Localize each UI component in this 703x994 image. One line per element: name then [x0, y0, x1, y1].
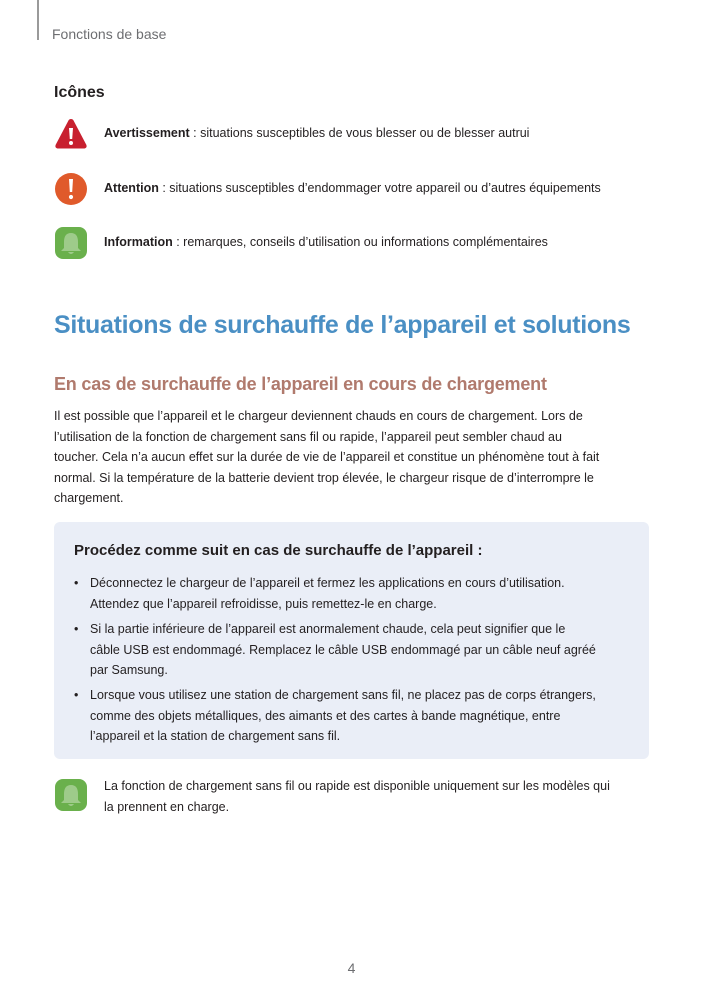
information-description: [104, 234, 548, 251]
procedure-title: Procédez comme suit en cas de surchauffe de l’appareil :: [74, 542, 483, 559]
icon-legend-caution: [54, 172, 674, 206]
warning-label: Avertissement: [104, 126, 190, 140]
caution-text: : situations susceptibles d’endommager votre appareil ou d’autres équipements: [158, 181, 601, 195]
bullet-dot: •: [74, 576, 79, 590]
bullet-line: Si la partie inférieure de l’appareil est anormalement chaude, cela peut signifier que le: [90, 622, 566, 636]
paragraph-line: Il est possible que l’appareil et le chargeur deviennent chauds en cours de chargement. Lors de: [54, 409, 583, 423]
warning-triangle-icon: [54, 117, 88, 151]
main-heading: Situations de surchauffe de l’appareil et solutions: [54, 311, 631, 339]
bullet-line: Attendez que l’appareil refroidisse, puis remettez-le en charge.: [90, 596, 437, 611]
body-paragraph: [54, 406, 654, 509]
sub-heading: En cas de surchauffe de l’appareil en cours de chargement: [54, 374, 547, 394]
icons-section-title: Icônes: [54, 84, 105, 101]
bullet-dot: •: [74, 622, 79, 636]
information-text: : remarques, conseils d’utilisation ou informations complémentaires: [172, 235, 548, 249]
bullet-line: Déconnectez le chargeur de l’appareil et fermez les applications en cours d’utilisation.: [90, 576, 565, 590]
icon-legend-warning: [54, 117, 674, 151]
bullet-line: comme des objets métalliques, des aimants et des cartes à bande magnétique, entre: [90, 708, 561, 723]
bullet-line: câble USB est endommagé. Remplacez le câble USB endommagé par un câble neuf agréé: [90, 642, 596, 657]
page-number: 4: [347, 960, 356, 976]
bullet-dot: •: [74, 688, 79, 702]
section-header: Fonctions de base: [52, 26, 167, 42]
note-line: la prennent en charge.: [104, 799, 230, 814]
bullet-line: l’appareil et la station de chargement sans fil.: [90, 729, 341, 743]
note-line: La fonction de chargement sans fil ou rapide est disponible uniquement sur les modèles qui: [104, 779, 610, 793]
bullet-line: Lorsque vous utilisez une station de chargement sans fil, ne placez pas de corps étrangers,: [90, 688, 596, 702]
paragraph-line: normal. Si la température de la batterie devient trop élevée, le chargeur risque de d’interrompre le: [54, 470, 594, 485]
information-label: Information: [104, 235, 173, 249]
paragraph-line: toucher. Cela n’a aucun effet sur la durée de vie de l’appareil et constitue un phénomène tout à fait: [54, 450, 600, 464]
paragraph-line: chargement.: [54, 491, 124, 505]
information-note: [104, 776, 610, 817]
paragraph-line: l’utilisation de la fonction de chargement sans fil ou rapide, l’appareil peut sembler chaud au: [54, 429, 562, 444]
header-rule: [37, 0, 39, 40]
procedure-box: [54, 522, 649, 759]
caution-circle-icon: [54, 172, 88, 206]
warning-text: : situations susceptibles de vous blesser ou de blesser autrui: [189, 126, 530, 140]
icon-legend-information: [54, 226, 674, 260]
notification-bell-icon: [54, 226, 88, 260]
notification-bell-icon: [54, 778, 88, 812]
warning-description: [104, 125, 529, 142]
caution-description: [104, 180, 601, 197]
bullet-line: par Samsung.: [90, 663, 168, 677]
caution-label: Attention: [104, 181, 159, 195]
